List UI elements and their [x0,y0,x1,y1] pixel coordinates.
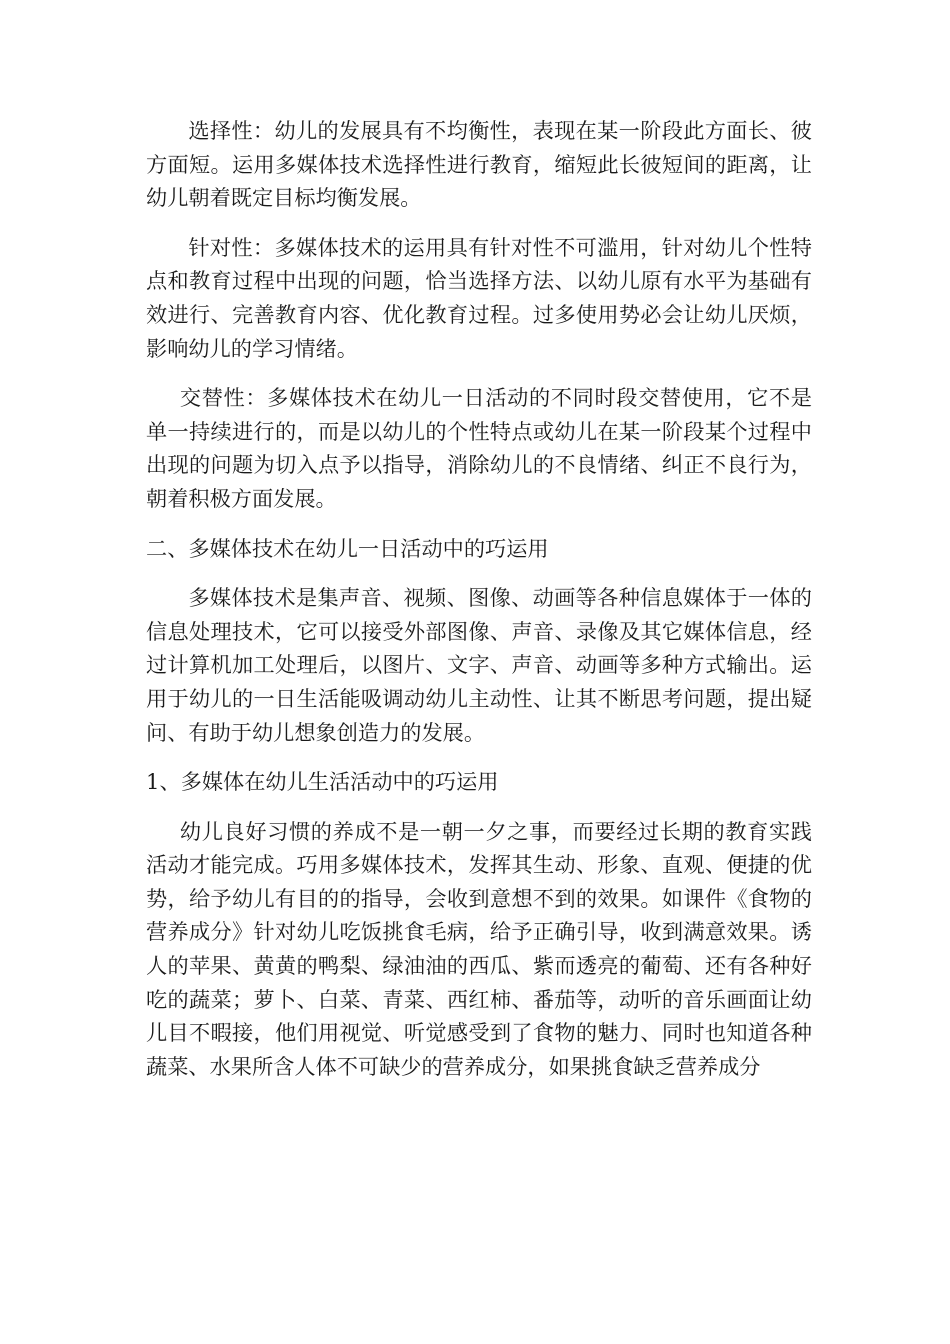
paragraph-alternation: 交替性：多媒体技术在幼儿一日活动的不同时段交替使用，它不是单一持续进行的，而是以幼儿的个性特点或幼儿在某一阶段某个过程中出现的问题为切入点予以指导，消除幼儿的不良情绪、纠正不良行为，朝着积极方面发展。 [146,385,812,511]
subsection-heading-1: 1、多媒体在幼儿生活活动中的巧运用 [146,769,499,795]
paragraph-pertinence: 针对性：多媒体技术的运用具有针对性不可滥用，针对幼儿个性特点和教育过程中出现的问题，恰当选择方法、以幼儿原有水平为基础有效进行、完善教育内容、优化教育过程。过多使用势必会让幼儿厌烦，影响幼儿的学习情绪。 [146,234,812,361]
document-body [146,114,812,1099]
paragraph-habits: 幼儿良好习惯的养成不是一朝一夕之事，而要经过长期的教育实践活动才能完成。巧用多媒体技术，发挥其生动、形象、直观、便捷的优势，给予幼儿有目的的指导，会收到意想不到的效果。如课件《食物的营养成分》针对幼儿吃饭挑食毛病，给予正确引导，收到满意效果。诱人的苹果、黄黄的鸭梨、绿油油的西瓜、紫而透亮的葡萄、还有各种好吃的蔬菜；萝卜、白菜、青菜、西红柿、番茄等，动听的音乐画面让幼儿目不暇接，他们用视觉、听觉感受到了食物的魅力、同时也知道各种蔬菜、水果所含人体不可缺少的营养成分，如果挑食缺乏营养成分 [146,818,812,1079]
section-heading-2: 二、多媒体技术在幼儿一日活动中的巧运用 [146,535,549,561]
paragraph-multimedia-intro: 多媒体技术是集声音、视频、图像、动画等各种信息媒体于一体的信息处理技术，它可以接受外部图像、声音、录像及其它媒体信息，经过计算机加工处理后，以图片、文字、声音、动画等多种方式输出。运用于幼儿的一日生活能吸调动幼儿主动性、让其不断思考问题，提出疑问、有助于幼儿想象创造力的发展。 [146,585,812,745]
paragraph-selectivity: 选择性：幼儿的发展具有不均衡性，表现在某一阶段此方面长、彼方面短。运用多媒体技术选择性进行教育，缩短此长彼短间的距离，让幼儿朝着既定目标均衡发展。 [146,118,812,211]
